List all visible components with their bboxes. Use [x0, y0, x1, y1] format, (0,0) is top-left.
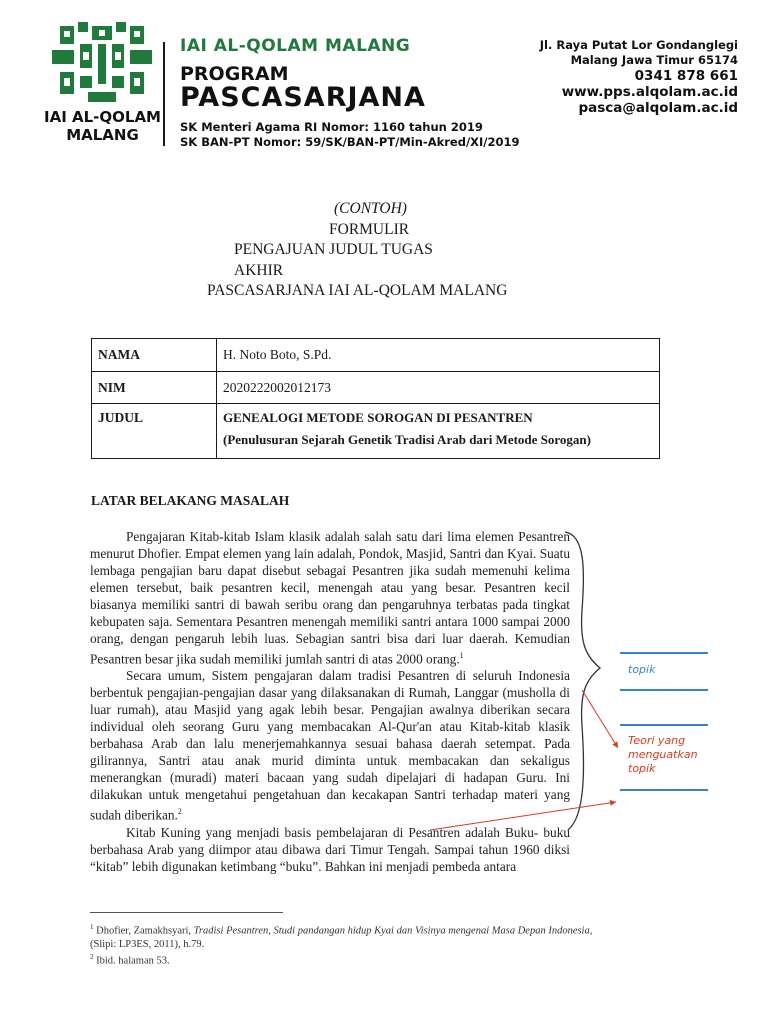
nim-value: 2020222002012173 — [217, 372, 660, 404]
footnote-title: Tradisi Pesantren, Studi pandangan hidup Kyai dan Visinya mengenai Masa Depan Indonesia — [193, 925, 590, 937]
paragraph-text: Secara umum, Sistem pengajaran dalam tradisi Pesantren di seluruh Indonesia berbentuk pengajian-pengajian dasar yang dilaksanakan di Rumah, Langgar (musholla di luar rumah), atau Masjid yang agak lebih besar. Pengajian awalnya diberikan secara individual oleh seorang Guru yang membacakan Al-Qur'an atau Kitab-kitab klasik berbahasa Arab dan lalu menerjemahkannya sesuai bahasa daerah setempat. Pada gilirannya, Santri atau anak murid diminta untuk membacakan dan sekaligus menerangkan (muradi) materi bacaan yang sudah dipelajari di hadapan Guru. Ini dilakukan untuk mengetahui pengetahuan dan kecakapan Santri terhadap materi yang sudah diberikan. — [90, 668, 570, 823]
teori-bottom-rule — [620, 789, 708, 791]
topik-label: topik — [628, 663, 656, 676]
address-line1: Jl. Raya Putat Lor Gondanglegi — [539, 38, 738, 52]
sk-menteri: SK Menteri Agama RI Nomor: 1160 tahun 2019 — [180, 120, 483, 134]
header-divider — [163, 42, 165, 146]
section-heading: LATAR BELAKANG MASALAH — [91, 493, 290, 508]
nim-label: NIM — [92, 372, 217, 404]
logo-name-line2: MALANG — [66, 126, 139, 144]
footnote-number: 1 — [90, 923, 94, 931]
footnote-text: Ibid. halaman 53. — [96, 955, 170, 967]
nama-label: NAMA — [92, 339, 217, 372]
website-link[interactable]: www.pps.alqolam.ac.id — [561, 84, 738, 100]
submission-form-table — [91, 338, 660, 459]
footnote-1 — [90, 921, 610, 952]
footnote-text: , (Slipi: LP3ES, 2011), h.79. — [90, 925, 593, 950]
topik-bottom-rule — [620, 689, 708, 691]
footnote-number: 2 — [90, 953, 94, 961]
teori-label-line: menguatkan — [628, 748, 698, 761]
table-row — [92, 404, 660, 459]
contoh-label: (CONTOH) — [334, 200, 407, 217]
topik-top-rule — [620, 652, 708, 654]
footnote-separator — [90, 912, 283, 913]
teori-label-line: Teori yang — [628, 734, 686, 747]
program-label: PROGRAM — [180, 63, 289, 85]
phone-number: 0341 878 661 — [634, 68, 738, 84]
title-akhir: AKHIR — [234, 262, 284, 279]
sk-ban-pt: SK BAN-PT Nomor: 59/SK/BAN-PT/Min-Akred/XI/2019 — [180, 135, 520, 149]
footnote-2 — [90, 951, 610, 968]
arrow-icon — [430, 690, 630, 840]
institution-name: IAI AL-QOLAM MALANG — [180, 36, 411, 56]
footnote-text: Dhofier, Zamakhsyari, — [96, 925, 194, 937]
paragraph — [90, 528, 570, 667]
footnote-ref-2[interactable]: 2 — [177, 807, 182, 817]
footnote-ref-1[interactable]: 1 — [459, 651, 464, 660]
teori-label — [628, 734, 698, 776]
paragraph-text: Kitab Kuning yang menjadi basis pembelajaran di Pesantren adalah Buku- buku berbahasa Arab yang diimpor atau dibawa dari Timur Tengah. Sampai tahun 1960 diksi “kitab” lebih digunakan ketimbang “buku”. Bahkan ini menjadi pembeda antara — [90, 824, 570, 874]
table-row — [92, 339, 660, 372]
logo-institution-name — [40, 108, 165, 144]
title-pengajuan: PENGAJUAN JUDUL TUGAS — [234, 241, 433, 258]
paragraph-text: Pengajaran Kitab-kitab Islam klasik adalah salah satu dari lima elemen Pesantren menurut Dhofier. Empat elemen yang lain adalah, Pondok, Masjid, Santri dan Kyai. Suatu lembaga pengajian baru dapat disebut sebagai Pesantren jika sudah memenuhi kelima elemen tersebut, baik pesantren kecil, menengah atau yang besar. Pesantren kecil biasanya memiliki santri di bawah seribu orang dan pengaruhnya terbatas pada tingkat kebupaten saja. Sementara Pesantren menengah memiliki santri antara 1000 sampai 2000 orang, dengan pengaruh lebih luas. Sebagian santri bisa dari luar daerah. Kemudian Pesantren besar jika sudah memiliki jumlah santri di atas 2000 orang. — [90, 529, 570, 667]
table-row — [92, 372, 660, 404]
teori-label-line: topik — [628, 762, 656, 775]
email-link[interactable]: pasca@alqolam.ac.id — [578, 100, 738, 116]
logo-name-line1: IAI AL-QOLAM — [44, 108, 161, 126]
teori-top-rule — [620, 724, 708, 726]
judul-label: JUDUL — [92, 404, 217, 459]
title-formulir: FORMULIR — [329, 221, 410, 238]
judul-subtitle: (Penulusuran Sejarah Genetik Tradisi Arab dari Metode Sorogan) — [223, 432, 591, 447]
title-pascasarjana: PASCASARJANA IAI AL-QOLAM MALANG — [207, 282, 508, 299]
judul-cell — [217, 404, 660, 459]
address-line2: Malang Jawa Timur 65174 — [570, 53, 738, 67]
program-name: PASCASARJANA — [180, 82, 426, 113]
judul-title: GENEALOGI METODE SOROGAN DI PESANTREN — [223, 410, 533, 425]
nama-value: H. Noto Boto, S.Pd. — [217, 339, 660, 372]
iai-al-qolam-logo-icon — [52, 22, 152, 102]
